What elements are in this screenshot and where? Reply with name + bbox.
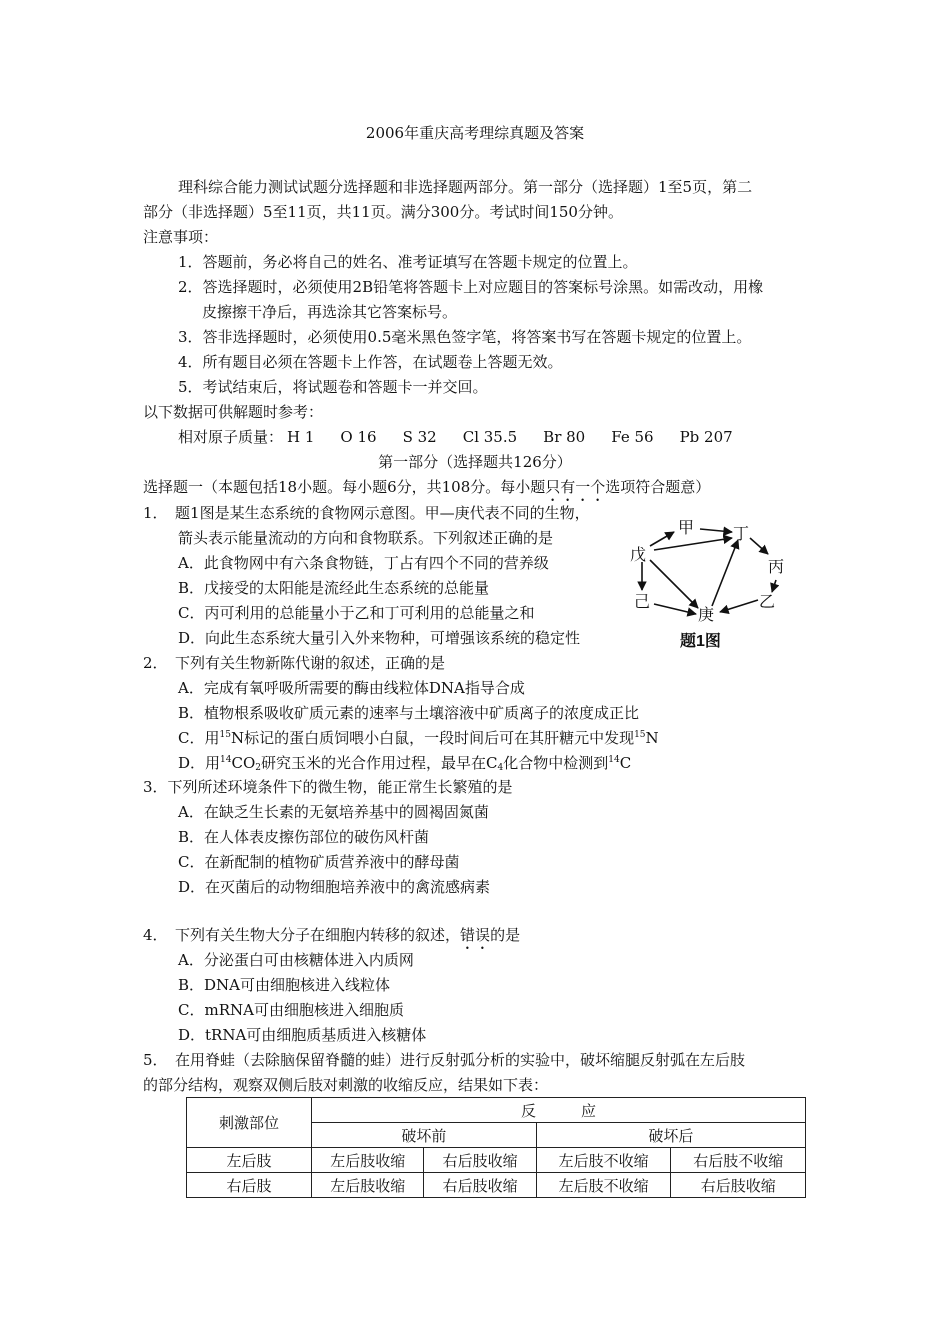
atom-mass: S 32 bbox=[402, 428, 437, 446]
node-bing: 丙 bbox=[768, 559, 785, 576]
table-cell: 右后肢 bbox=[187, 1173, 312, 1198]
table-cell: 右后肢收缩 bbox=[424, 1173, 536, 1198]
atom-mass: Cl 35.5 bbox=[462, 428, 518, 446]
atom-mass: Br 80 bbox=[543, 428, 586, 446]
section-text: 选项符合题意） bbox=[605, 478, 711, 496]
food-web-arrow bbox=[650, 532, 674, 546]
intro-line-1: 理科综合能力测试试题分选择题和非选择题两部分。第一部分（选择题）1至5页，第二 bbox=[178, 178, 753, 196]
notice-item: 5．考试结束后，将试题卷和答题卡一并交回。 bbox=[178, 378, 488, 396]
notice-heading: 注意事项： bbox=[143, 228, 219, 246]
table-cell: 左后肢 bbox=[187, 1148, 312, 1173]
table-cell: 右后肢不收缩 bbox=[671, 1148, 806, 1173]
table-header-stimulus: 刺激部位 bbox=[187, 1098, 312, 1148]
q1-option: B．戊接受的太阳能是流经此生态系统的总能量 bbox=[178, 579, 490, 597]
q4-emphasis: 错误 bbox=[460, 926, 491, 944]
table-header-before: 破坏前 bbox=[312, 1123, 537, 1148]
q4-option: A．分泌蛋白可由核糖体进入内质网 bbox=[178, 951, 414, 969]
q3-option: C．在新配制的植物矿质营养液中的酵母菌 bbox=[178, 853, 460, 871]
doc-title: 2006年重庆高考理综真题及答案 bbox=[365, 124, 585, 142]
table-row bbox=[187, 1148, 806, 1173]
table-header-after: 破坏后 bbox=[536, 1123, 805, 1148]
q1-stem: 1． 题1图是某生态系统的食物网示意图。甲—庚代表不同的生物， bbox=[143, 504, 590, 522]
table-cell: 右后肢收缩 bbox=[424, 1148, 536, 1173]
q3-option: B．在人体表皮擦伤部位的破伤风杆菌 bbox=[178, 828, 430, 846]
node-wu: 戊 bbox=[630, 547, 647, 564]
atom-mass: H 1 bbox=[287, 428, 315, 446]
table-cell: 左后肢不收缩 bbox=[536, 1148, 671, 1173]
table-cell: 左后肢收缩 bbox=[312, 1148, 424, 1173]
q1-option: D．向此生态系统大量引入外来物种，可增强该系统的稳定性 bbox=[178, 629, 581, 647]
q4-stem: 4． 下列有关生物大分子在细胞内转移的叙述，错误的是 bbox=[143, 926, 521, 944]
q3-stem: 3．下列所述环境条件下的微生物，能正常生长繁殖的是 bbox=[143, 778, 513, 796]
food-web-arrow bbox=[650, 560, 698, 608]
q4-option: B．DNA可由细胞核进入线粒体 bbox=[178, 976, 391, 994]
q1-stem-continued: 箭头表示能量流动的方向和食物联系。下列叙述正确的是 bbox=[178, 529, 554, 547]
table-cell: 左后肢不收缩 bbox=[536, 1173, 671, 1198]
food-web-diagram bbox=[628, 512, 798, 652]
atom-mass: Pb 207 bbox=[679, 428, 733, 446]
node-ding: 丁 bbox=[733, 526, 750, 543]
table-cell: 左后肢收缩 bbox=[312, 1173, 424, 1198]
node-yi: 乙 bbox=[759, 594, 776, 611]
node-geng: 庚 bbox=[698, 607, 715, 624]
table-header-response: 反 应 bbox=[312, 1098, 806, 1123]
section-instruction bbox=[143, 476, 710, 505]
atomic-mass-label: 相对原子质量： bbox=[178, 428, 284, 446]
part-title: 第一部分（选择题共126分） bbox=[378, 453, 572, 471]
notice-item: 3．答非选择题时，必须使用0.5毫米黑色签字笔，将答案书写在答题卡规定的位置上。 bbox=[178, 328, 752, 346]
section-emphasis: 只有一个 bbox=[545, 478, 606, 496]
food-web-arrow bbox=[700, 529, 732, 532]
food-web-svg bbox=[628, 512, 798, 652]
notice-item: 1．答题前，务必将自己的姓名、准考证填写在答题卡规定的位置上。 bbox=[178, 253, 638, 271]
food-web-arrow bbox=[654, 538, 732, 550]
q4-option: D．tRNA可由细胞质基质进入核糖体 bbox=[178, 1026, 427, 1044]
notice-item: 2．答选择题时，必须使用2B铅笔将答题卡上对应题目的答案标号涂黑。如需改动，用橡 bbox=[178, 278, 764, 296]
q5-stem: 5． 在用脊蛙（去除脑保留脊髓的蛙）进行反射弧分析的实验中，破坏缩腿反射弧在左后肢 bbox=[143, 1051, 746, 1069]
q3-option: A．在缺乏生长素的无氨培养基中的圆褐固氮菌 bbox=[178, 803, 489, 821]
q2-option: A．完成有氧呼吸所需要的酶由线粒体DNA指导合成 bbox=[178, 679, 525, 697]
atomic-mass-line bbox=[178, 426, 759, 448]
node-jia: 甲 bbox=[678, 520, 695, 537]
atom-mass: O 16 bbox=[340, 428, 377, 446]
q1-option: A．此食物网中有六条食物链，丁占有四个不同的营养级 bbox=[178, 554, 549, 572]
q1-option: C．丙可利用的总能量小于乙和丁可利用的总能量之和 bbox=[178, 604, 535, 622]
q2-stem: 2． 下列有关生物新陈代谢的叙述，正确的是 bbox=[143, 654, 446, 672]
food-web-arrow bbox=[654, 604, 696, 614]
atom-mass: Fe 56 bbox=[611, 428, 654, 446]
notice-item: 4．所有题目必须在答题卡上作答，在试题卷上答题无效。 bbox=[178, 353, 563, 371]
q3-option: D．在灭菌后的动物细胞培养液中的禽流感病素 bbox=[178, 878, 491, 896]
q2-option: B．植物根系吸收矿质元素的速率与土壤溶液中矿质离子的浓度成正比 bbox=[178, 704, 640, 722]
node-ji: 己 bbox=[634, 594, 651, 611]
intro-line-2: 部分（非选择题）5至11页，共11页。满分300分。考试时间150分钟。 bbox=[143, 203, 623, 221]
food-web-arrow bbox=[720, 600, 758, 612]
q2-option-c: C．用$^{15}$N标记的蛋白质饲喂小白鼠，一段时间后可在其肝糖元中发现$^{15}$N bbox=[178, 729, 659, 747]
food-web-arrow bbox=[750, 538, 768, 554]
notice-item-continued: 皮擦擦干净后，再选涂其它答案标号。 bbox=[202, 303, 458, 321]
q2-option-d: D．用$^{14}CO_2$研究玉米的光合作用过程，最早在$C_4$化合物中检测到$^{14}$C bbox=[178, 754, 632, 773]
section-text: 选择题一（本题包括18小题。每小题6分，共108分。每小题 bbox=[143, 478, 546, 496]
q5-stem-continued: 的部分结构，观察双侧后肢对刺激的收缩反应，结果如下表： bbox=[143, 1076, 549, 1094]
q4-option: C．mRNA可由细胞核进入细胞质 bbox=[178, 1001, 404, 1019]
diagram-caption: 题1图 bbox=[680, 633, 721, 650]
data-heading: 以下数据可供解题时参考： bbox=[143, 403, 324, 421]
reflex-result-table bbox=[186, 1097, 806, 1198]
table-row bbox=[187, 1173, 806, 1198]
table-cell: 右后肢收缩 bbox=[671, 1173, 806, 1198]
food-web-arrow bbox=[712, 540, 738, 606]
food-web-arrow bbox=[772, 580, 776, 592]
